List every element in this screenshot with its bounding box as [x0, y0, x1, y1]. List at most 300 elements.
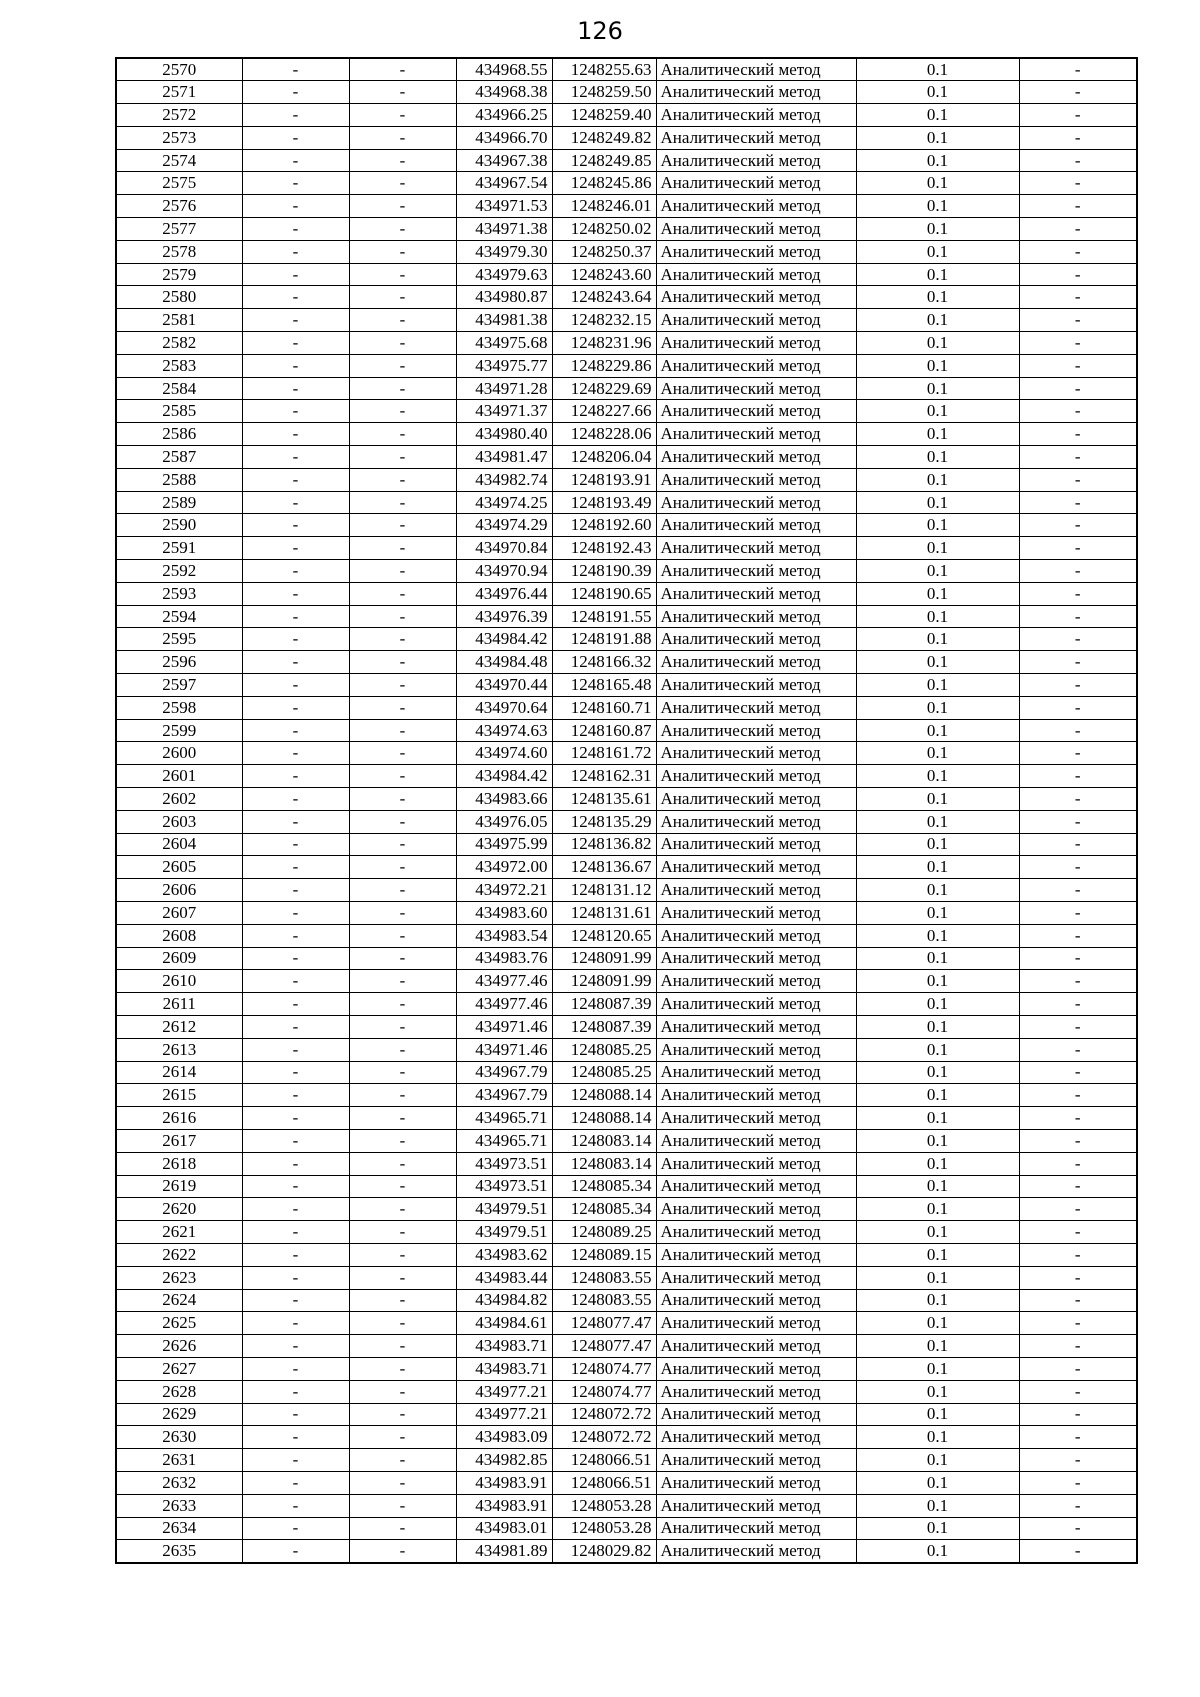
y-old-cell: -	[349, 81, 456, 104]
method-cell: Аналитический метод	[656, 172, 856, 195]
point-number-cell: 2604	[116, 833, 242, 856]
description-cell: -	[1019, 172, 1137, 195]
point-number-cell: 2571	[116, 81, 242, 104]
x-coordinate-cell: 434973.51	[456, 1152, 552, 1175]
x-old-cell: -	[242, 286, 349, 309]
y-coordinate-cell: 1248135.29	[552, 810, 656, 833]
method-cell: Аналитический метод	[656, 651, 856, 674]
x-coordinate-cell: 434977.46	[456, 970, 552, 993]
description-cell: -	[1019, 1471, 1137, 1494]
point-number-cell: 2601	[116, 765, 242, 788]
point-number-cell: 2584	[116, 377, 242, 400]
x-coordinate-cell: 434983.09	[456, 1426, 552, 1449]
point-number-cell: 2622	[116, 1243, 242, 1266]
x-coordinate-cell: 434977.21	[456, 1403, 552, 1426]
y-old-cell: -	[349, 993, 456, 1016]
point-number-cell: 2632	[116, 1471, 242, 1494]
table-row	[116, 1175, 1137, 1198]
method-cell: Аналитический метод	[656, 560, 856, 583]
table-row	[116, 1449, 1137, 1472]
point-number-cell: 2578	[116, 240, 242, 263]
y-old-cell: -	[349, 696, 456, 719]
point-number-cell: 2625	[116, 1312, 242, 1335]
x-coordinate-cell: 434980.40	[456, 423, 552, 446]
table-row	[116, 81, 1137, 104]
y-old-cell: -	[349, 1015, 456, 1038]
method-cell: Аналитический метод	[656, 58, 856, 81]
method-cell: Аналитический метод	[656, 149, 856, 172]
y-coordinate-cell: 1248074.77	[552, 1380, 656, 1403]
point-number-cell: 2633	[116, 1494, 242, 1517]
point-number-cell: 2579	[116, 263, 242, 286]
point-number-cell: 2621	[116, 1221, 242, 1244]
description-cell: -	[1019, 605, 1137, 628]
table-row	[116, 286, 1137, 309]
x-coordinate-cell: 434983.62	[456, 1243, 552, 1266]
accuracy-cell: 0.1	[856, 377, 1019, 400]
y-old-cell: -	[349, 605, 456, 628]
table-row	[116, 354, 1137, 377]
accuracy-cell: 0.1	[856, 1335, 1019, 1358]
x-old-cell: -	[242, 742, 349, 765]
accuracy-cell: 0.1	[856, 1198, 1019, 1221]
accuracy-cell: 0.1	[856, 742, 1019, 765]
x-old-cell: -	[242, 1107, 349, 1130]
table-row	[116, 765, 1137, 788]
x-coordinate-cell: 434984.42	[456, 628, 552, 651]
description-cell: -	[1019, 1289, 1137, 1312]
description-cell: -	[1019, 993, 1137, 1016]
y-coordinate-cell: 1248053.28	[552, 1494, 656, 1517]
x-old-cell: -	[242, 1517, 349, 1540]
x-coordinate-cell: 434970.44	[456, 674, 552, 697]
table-row	[116, 833, 1137, 856]
y-old-cell: -	[349, 1266, 456, 1289]
y-old-cell: -	[349, 1471, 456, 1494]
point-number-cell: 2577	[116, 218, 242, 241]
table-row	[116, 263, 1137, 286]
method-cell: Аналитический метод	[656, 1266, 856, 1289]
x-coordinate-cell: 434979.51	[456, 1221, 552, 1244]
method-cell: Аналитический метод	[656, 1403, 856, 1426]
point-number-cell: 2572	[116, 104, 242, 127]
y-coordinate-cell: 1248083.55	[552, 1266, 656, 1289]
y-coordinate-cell: 1248074.77	[552, 1357, 656, 1380]
description-cell: -	[1019, 1198, 1137, 1221]
point-number-cell: 2612	[116, 1015, 242, 1038]
method-cell: Аналитический метод	[656, 582, 856, 605]
x-old-cell: -	[242, 1494, 349, 1517]
x-old-cell: -	[242, 377, 349, 400]
description-cell: -	[1019, 856, 1137, 879]
accuracy-cell: 0.1	[856, 195, 1019, 218]
table-row	[116, 104, 1137, 127]
accuracy-cell: 0.1	[856, 514, 1019, 537]
point-number-cell: 2575	[116, 172, 242, 195]
description-cell: -	[1019, 696, 1137, 719]
y-coordinate-cell: 1248088.14	[552, 1107, 656, 1130]
point-number-cell: 2595	[116, 628, 242, 651]
point-number-cell: 2630	[116, 1426, 242, 1449]
accuracy-cell: 0.1	[856, 423, 1019, 446]
method-cell: Аналитический метод	[656, 924, 856, 947]
y-old-cell: -	[349, 1221, 456, 1244]
description-cell: -	[1019, 1449, 1137, 1472]
table-row	[116, 879, 1137, 902]
description-cell: -	[1019, 1061, 1137, 1084]
x-coordinate-cell: 434984.42	[456, 765, 552, 788]
y-coordinate-cell: 1248229.69	[552, 377, 656, 400]
accuracy-cell: 0.1	[856, 218, 1019, 241]
method-cell: Аналитический метод	[656, 901, 856, 924]
description-cell: -	[1019, 742, 1137, 765]
table-row	[116, 423, 1137, 446]
accuracy-cell: 0.1	[856, 468, 1019, 491]
method-cell: Аналитический метод	[656, 947, 856, 970]
method-cell: Аналитический метод	[656, 1243, 856, 1266]
y-old-cell: -	[349, 1449, 456, 1472]
x-coordinate-cell: 434970.64	[456, 696, 552, 719]
y-coordinate-cell: 1248250.02	[552, 218, 656, 241]
x-coordinate-cell: 434982.74	[456, 468, 552, 491]
method-cell: Аналитический метод	[656, 1449, 856, 1472]
point-number-cell: 2586	[116, 423, 242, 446]
y-old-cell: -	[349, 1517, 456, 1540]
y-old-cell: -	[349, 1494, 456, 1517]
y-coordinate-cell: 1248190.65	[552, 582, 656, 605]
y-coordinate-cell: 1248088.14	[552, 1084, 656, 1107]
x-coordinate-cell: 434983.71	[456, 1335, 552, 1358]
x-old-cell: -	[242, 423, 349, 446]
y-coordinate-cell: 1248083.14	[552, 1152, 656, 1175]
description-cell: -	[1019, 514, 1137, 537]
y-coordinate-cell: 1248165.48	[552, 674, 656, 697]
method-cell: Аналитический метод	[656, 810, 856, 833]
point-number-cell: 2607	[116, 901, 242, 924]
y-coordinate-cell: 1248192.43	[552, 537, 656, 560]
description-cell: -	[1019, 924, 1137, 947]
x-old-cell: -	[242, 1266, 349, 1289]
x-coordinate-cell: 434983.44	[456, 1266, 552, 1289]
accuracy-cell: 0.1	[856, 1038, 1019, 1061]
y-coordinate-cell: 1248190.39	[552, 560, 656, 583]
y-coordinate-cell: 1248160.87	[552, 719, 656, 742]
x-coordinate-cell: 434968.38	[456, 81, 552, 104]
y-old-cell: -	[349, 172, 456, 195]
x-old-cell: -	[242, 628, 349, 651]
x-coordinate-cell: 434971.46	[456, 1038, 552, 1061]
accuracy-cell: 0.1	[856, 263, 1019, 286]
accuracy-cell: 0.1	[856, 1175, 1019, 1198]
x-old-cell: -	[242, 993, 349, 1016]
accuracy-cell: 0.1	[856, 149, 1019, 172]
table-body	[116, 58, 1137, 1563]
accuracy-cell: 0.1	[856, 719, 1019, 742]
y-coordinate-cell: 1248091.99	[552, 947, 656, 970]
x-old-cell: -	[242, 947, 349, 970]
accuracy-cell: 0.1	[856, 172, 1019, 195]
accuracy-cell: 0.1	[856, 1403, 1019, 1426]
point-number-cell: 2588	[116, 468, 242, 491]
method-cell: Аналитический метод	[656, 742, 856, 765]
method-cell: Аналитический метод	[656, 1471, 856, 1494]
method-cell: Аналитический метод	[656, 1312, 856, 1335]
description-cell: -	[1019, 1084, 1137, 1107]
y-coordinate-cell: 1248243.64	[552, 286, 656, 309]
x-coordinate-cell: 434974.29	[456, 514, 552, 537]
y-coordinate-cell: 1248087.39	[552, 993, 656, 1016]
accuracy-cell: 0.1	[856, 1015, 1019, 1038]
y-old-cell: -	[349, 468, 456, 491]
x-coordinate-cell: 434967.79	[456, 1084, 552, 1107]
table-row	[116, 582, 1137, 605]
x-coordinate-cell: 434966.25	[456, 104, 552, 127]
y-coordinate-cell: 1248249.85	[552, 149, 656, 172]
x-old-cell: -	[242, 354, 349, 377]
x-coordinate-cell: 434967.79	[456, 1061, 552, 1084]
y-old-cell: -	[349, 1243, 456, 1266]
method-cell: Аналитический метод	[656, 719, 856, 742]
description-cell: -	[1019, 81, 1137, 104]
description-cell: -	[1019, 240, 1137, 263]
table-row	[116, 674, 1137, 697]
description-cell: -	[1019, 560, 1137, 583]
x-old-cell: -	[242, 696, 349, 719]
point-number-cell: 2616	[116, 1107, 242, 1130]
description-cell: -	[1019, 149, 1137, 172]
method-cell: Аналитический метод	[656, 1175, 856, 1198]
y-coordinate-cell: 1248255.63	[552, 58, 656, 81]
coordinates-table	[115, 57, 1138, 1564]
description-cell: -	[1019, 354, 1137, 377]
y-old-cell: -	[349, 1380, 456, 1403]
description-cell: -	[1019, 58, 1137, 81]
y-coordinate-cell: 1248191.55	[552, 605, 656, 628]
description-cell: -	[1019, 491, 1137, 514]
point-number-cell: 2620	[116, 1198, 242, 1221]
y-coordinate-cell: 1248066.51	[552, 1449, 656, 1472]
description-cell: -	[1019, 537, 1137, 560]
x-coordinate-cell: 434972.21	[456, 879, 552, 902]
accuracy-cell: 0.1	[856, 993, 1019, 1016]
point-number-cell: 2597	[116, 674, 242, 697]
y-old-cell: -	[349, 970, 456, 993]
description-cell: -	[1019, 1426, 1137, 1449]
method-cell: Аналитический метод	[656, 81, 856, 104]
point-number-cell: 2613	[116, 1038, 242, 1061]
description-cell: -	[1019, 1335, 1137, 1358]
y-coordinate-cell: 1248259.50	[552, 81, 656, 104]
description-cell: -	[1019, 1266, 1137, 1289]
description-cell: -	[1019, 1015, 1137, 1038]
y-coordinate-cell: 1248192.60	[552, 514, 656, 537]
description-cell: -	[1019, 1221, 1137, 1244]
point-number-cell: 2617	[116, 1129, 242, 1152]
table-row	[116, 788, 1137, 811]
y-coordinate-cell: 1248083.55	[552, 1289, 656, 1312]
y-coordinate-cell: 1248166.32	[552, 651, 656, 674]
table-row	[116, 560, 1137, 583]
x-coordinate-cell: 434976.05	[456, 810, 552, 833]
y-old-cell: -	[349, 833, 456, 856]
x-old-cell: -	[242, 582, 349, 605]
description-cell: -	[1019, 719, 1137, 742]
x-old-cell: -	[242, 468, 349, 491]
x-coordinate-cell: 434974.25	[456, 491, 552, 514]
accuracy-cell: 0.1	[856, 1540, 1019, 1563]
table-row	[116, 491, 1137, 514]
method-cell: Аналитический метод	[656, 309, 856, 332]
y-old-cell: -	[349, 332, 456, 355]
description-cell: -	[1019, 1152, 1137, 1175]
accuracy-cell: 0.1	[856, 286, 1019, 309]
point-number-cell: 2574	[116, 149, 242, 172]
accuracy-cell: 0.1	[856, 1107, 1019, 1130]
method-cell: Аналитический метод	[656, 856, 856, 879]
method-cell: Аналитический метод	[656, 514, 856, 537]
accuracy-cell: 0.1	[856, 879, 1019, 902]
description-cell: -	[1019, 1312, 1137, 1335]
y-old-cell: -	[349, 58, 456, 81]
x-old-cell: -	[242, 719, 349, 742]
point-number-cell: 2570	[116, 58, 242, 81]
accuracy-cell: 0.1	[856, 240, 1019, 263]
x-old-cell: -	[242, 1335, 349, 1358]
method-cell: Аналитический метод	[656, 1517, 856, 1540]
table-row	[116, 1107, 1137, 1130]
x-old-cell: -	[242, 1357, 349, 1380]
description-cell: -	[1019, 1175, 1137, 1198]
table-row	[116, 149, 1137, 172]
accuracy-cell: 0.1	[856, 1426, 1019, 1449]
table-row	[116, 1494, 1137, 1517]
table-row	[116, 172, 1137, 195]
method-cell: Аналитический метод	[656, 468, 856, 491]
x-old-cell: -	[242, 856, 349, 879]
x-old-cell: -	[242, 1289, 349, 1312]
table-row	[116, 400, 1137, 423]
y-old-cell: -	[349, 195, 456, 218]
accuracy-cell: 0.1	[856, 58, 1019, 81]
method-cell: Аналитический метод	[656, 696, 856, 719]
accuracy-cell: 0.1	[856, 537, 1019, 560]
x-old-cell: -	[242, 195, 349, 218]
description-cell: -	[1019, 400, 1137, 423]
x-coordinate-cell: 434981.38	[456, 309, 552, 332]
x-old-cell: -	[242, 674, 349, 697]
accuracy-cell: 0.1	[856, 1312, 1019, 1335]
point-number-cell: 2635	[116, 1540, 242, 1563]
y-old-cell: -	[349, 286, 456, 309]
x-old-cell: -	[242, 1015, 349, 1038]
x-coordinate-cell: 434975.99	[456, 833, 552, 856]
x-old-cell: -	[242, 560, 349, 583]
y-coordinate-cell: 1248087.39	[552, 1015, 656, 1038]
x-old-cell: -	[242, 788, 349, 811]
y-coordinate-cell: 1248191.88	[552, 628, 656, 651]
y-coordinate-cell: 1248085.25	[552, 1061, 656, 1084]
y-old-cell: -	[349, 788, 456, 811]
accuracy-cell: 0.1	[856, 765, 1019, 788]
x-coordinate-cell: 434968.55	[456, 58, 552, 81]
x-old-cell: -	[242, 651, 349, 674]
description-cell: -	[1019, 970, 1137, 993]
point-number-cell: 2594	[116, 605, 242, 628]
x-old-cell: -	[242, 240, 349, 263]
x-old-cell: -	[242, 332, 349, 355]
table-row	[116, 605, 1137, 628]
y-old-cell: -	[349, 1198, 456, 1221]
y-coordinate-cell: 1248193.91	[552, 468, 656, 491]
y-old-cell: -	[349, 1129, 456, 1152]
x-old-cell: -	[242, 1449, 349, 1472]
y-coordinate-cell: 1248053.28	[552, 1517, 656, 1540]
method-cell: Аналитический метод	[656, 1107, 856, 1130]
y-old-cell: -	[349, 309, 456, 332]
table-row	[116, 1061, 1137, 1084]
table-row	[116, 742, 1137, 765]
x-old-cell: -	[242, 1038, 349, 1061]
y-old-cell: -	[349, 377, 456, 400]
description-cell: -	[1019, 218, 1137, 241]
table-row	[116, 309, 1137, 332]
method-cell: Аналитический метод	[656, 354, 856, 377]
y-old-cell: -	[349, 1038, 456, 1061]
table-row	[116, 446, 1137, 469]
point-number-cell: 2623	[116, 1266, 242, 1289]
point-number-cell: 2611	[116, 993, 242, 1016]
y-old-cell: -	[349, 354, 456, 377]
x-old-cell: -	[242, 58, 349, 81]
x-old-cell: -	[242, 514, 349, 537]
x-coordinate-cell: 434979.63	[456, 263, 552, 286]
table-row	[116, 1380, 1137, 1403]
description-cell: -	[1019, 468, 1137, 491]
point-number-cell: 2634	[116, 1517, 242, 1540]
method-cell: Аналитический метод	[656, 446, 856, 469]
method-cell: Аналитический метод	[656, 1129, 856, 1152]
table-row	[116, 1335, 1137, 1358]
x-coordinate-cell: 434983.91	[456, 1471, 552, 1494]
table-row	[116, 856, 1137, 879]
x-coordinate-cell: 434983.54	[456, 924, 552, 947]
description-cell: -	[1019, 582, 1137, 605]
x-old-cell: -	[242, 924, 349, 947]
x-coordinate-cell: 434971.38	[456, 218, 552, 241]
point-number-cell: 2631	[116, 1449, 242, 1472]
method-cell: Аналитический метод	[656, 1084, 856, 1107]
point-number-cell: 2614	[116, 1061, 242, 1084]
x-coordinate-cell: 434980.87	[456, 286, 552, 309]
method-cell: Аналитический метод	[656, 1426, 856, 1449]
method-cell: Аналитический метод	[656, 491, 856, 514]
x-old-cell: -	[242, 1380, 349, 1403]
x-coordinate-cell: 434972.00	[456, 856, 552, 879]
accuracy-cell: 0.1	[856, 1471, 1019, 1494]
y-old-cell: -	[349, 126, 456, 149]
method-cell: Аналитический метод	[656, 423, 856, 446]
accuracy-cell: 0.1	[856, 628, 1019, 651]
point-number-cell: 2618	[116, 1152, 242, 1175]
x-coordinate-cell: 434976.39	[456, 605, 552, 628]
method-cell: Аналитический метод	[656, 879, 856, 902]
point-number-cell: 2615	[116, 1084, 242, 1107]
accuracy-cell: 0.1	[856, 582, 1019, 605]
x-coordinate-cell: 434977.21	[456, 1380, 552, 1403]
y-coordinate-cell: 1248161.72	[552, 742, 656, 765]
y-coordinate-cell: 1248193.49	[552, 491, 656, 514]
description-cell: -	[1019, 651, 1137, 674]
